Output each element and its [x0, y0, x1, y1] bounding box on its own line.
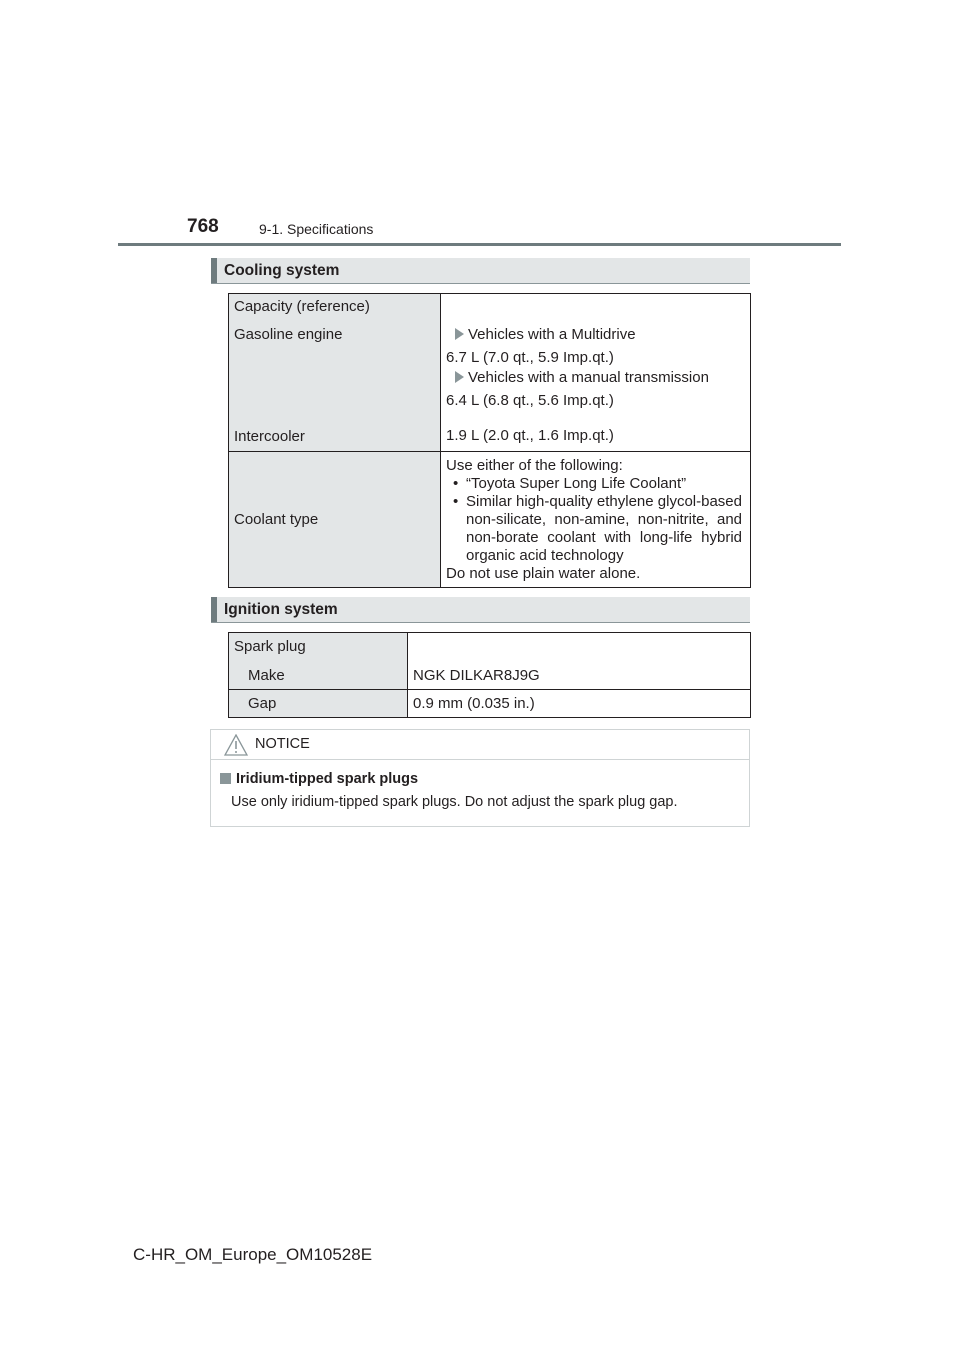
coolant-label-cell [229, 452, 441, 588]
make-label: Make [248, 667, 285, 684]
make-value: NGK DILKAR8J9G [413, 667, 540, 684]
table-row [229, 633, 751, 690]
gap-value: 0.9 mm (0.035 in.) [413, 694, 535, 712]
spark-plug-label-cell [229, 633, 408, 690]
heading-bar [211, 597, 217, 622]
multidrive-line [441, 325, 750, 345]
table-row [229, 690, 751, 718]
heading-bar [211, 258, 217, 283]
notice-title: NOTICE [255, 736, 310, 752]
section-header: 9-1. Specifications [259, 221, 374, 237]
coolant-bullet-1-text: “Toyota Super Long Life Coolant” [466, 475, 687, 492]
header-rule [118, 243, 841, 246]
coolant-value-cell [441, 452, 751, 588]
footer-document-id: C-HR_OM_Europe_OM10528E [133, 1245, 373, 1264]
manual-label: Vehicles with a manual transmission [468, 369, 709, 386]
gasoline-engine-label: Gasoline engine [234, 326, 343, 343]
cooling-system-title: Cooling system [224, 262, 340, 279]
gap-label: Gap [248, 694, 277, 712]
multidrive-label: Vehicles with a Multidrive [468, 326, 636, 343]
notice-header [211, 730, 749, 760]
ignition-system-table [228, 632, 751, 718]
square-bullet-icon [220, 773, 231, 784]
gap-label-cell [229, 690, 408, 718]
capacity-label-cell [229, 294, 441, 452]
ignition-system-title: Ignition system [224, 601, 338, 618]
triangle-bullet-icon [455, 328, 464, 340]
coolant-bullet-2-text: Similar high-quality ethylene glycol-based non-silicate, non-amine, non-nitrite, and non-borate coolant with long-life hybrid organic acid technology [466, 493, 742, 564]
intercooler-value: 1.9 L (2.0 qt., 1.6 Imp.qt.) [446, 427, 614, 444]
manual-line [441, 368, 750, 388]
page-number: 768 [187, 216, 219, 237]
coolant-bullet-1 [441, 475, 750, 493]
bullet-dot-icon: • [453, 493, 459, 510]
notice-subtitle-line [220, 771, 418, 787]
bullet-dot-icon: • [453, 475, 459, 492]
multidrive-value: 6.7 L (7.0 qt., 5.9 Imp.qt.) [446, 349, 614, 366]
spark-plug-label: Spark plug [234, 638, 306, 655]
ignition-system-heading [211, 597, 750, 623]
capacity-label: Capacity (reference) [234, 298, 370, 315]
coolant-bullet-2 [441, 493, 750, 565]
manual-value: 6.4 L (6.8 qt., 5.6 Imp.qt.) [446, 392, 614, 409]
make-value-cell [408, 633, 751, 690]
coolant-intro: Use either of the following: [446, 457, 623, 474]
warning-triangle-icon [224, 734, 248, 756]
capacity-value-cell [441, 294, 751, 452]
notice-body: Use only iridium-tipped spark plugs. Do not adjust the spark plug gap. [231, 794, 678, 810]
notice-subtitle: Iridium-tipped spark plugs [236, 771, 419, 787]
table-row [229, 294, 751, 452]
notice-box [210, 729, 750, 827]
triangle-bullet-icon [455, 371, 464, 383]
gap-value-cell [408, 690, 751, 718]
table-row [229, 452, 751, 588]
coolant-type-label: Coolant type [234, 510, 319, 528]
coolant-warning: Do not use plain water alone. [446, 565, 641, 582]
cooling-system-heading [211, 258, 750, 284]
cooling-system-table [228, 293, 751, 588]
intercooler-label: Intercooler [234, 428, 305, 445]
